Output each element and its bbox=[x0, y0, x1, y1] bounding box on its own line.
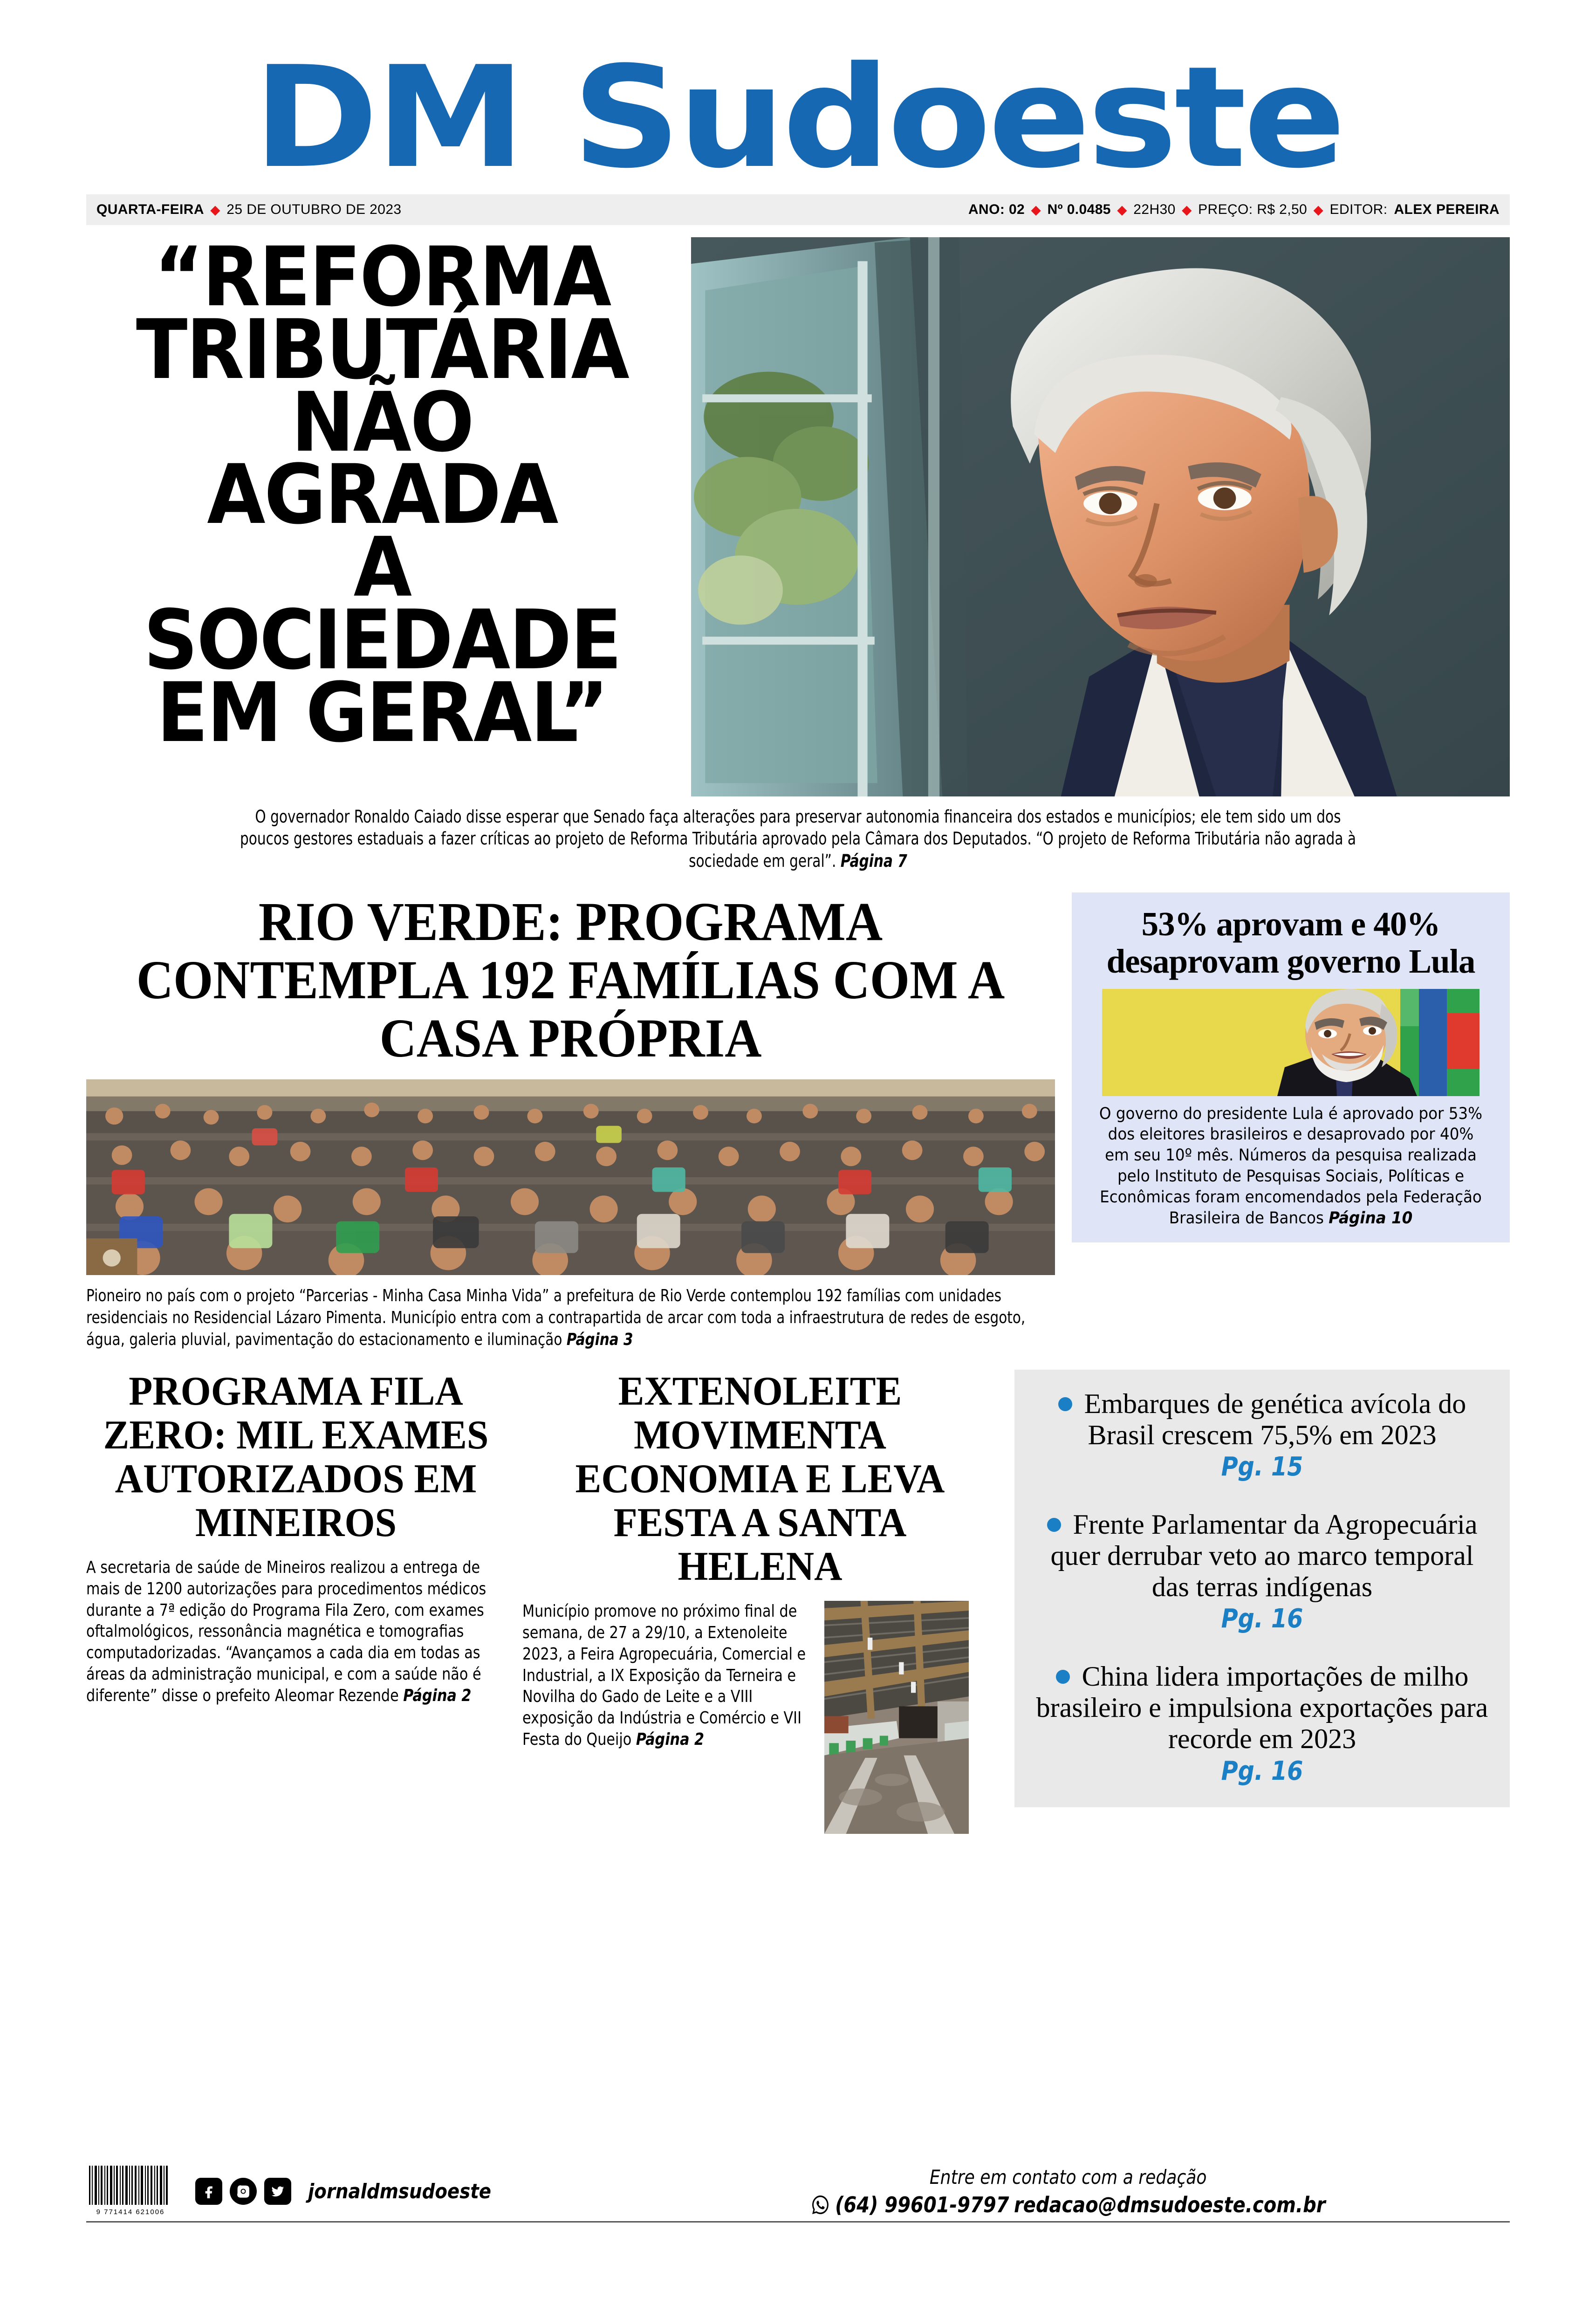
rio-verde-headline[interactable]: RIO VERDE: PROGRAMA CONTEMPLA 192 FAMÍLIAS COM A CASA PRÓPRIA bbox=[136, 891, 1005, 1069]
lead-summary-text: O governador Ronaldo Caiado disse esperar que Senado faça alterações para preservar autonomia financeira dos estados e municípios; ele tem sido um dos poucos gestores estaduais a fazer críticas ao projeto de Reforma Tributária aprovado pela Câmara dos Deputados. “O projeto de Reforma Tributária não agrada à sociedade em geral”. bbox=[240, 807, 1356, 871]
diamond-separator-icon: ◆ bbox=[1031, 203, 1041, 217]
social-links[interactable] bbox=[195, 2178, 516, 2205]
extenoleite-page-ref[interactable]: Página 2 bbox=[636, 1729, 705, 1749]
bullet-dot-icon bbox=[1047, 1518, 1061, 1532]
diamond-separator-icon: ◆ bbox=[1117, 203, 1127, 217]
twitter-icon[interactable] bbox=[264, 2178, 291, 2205]
contact-details[interactable] bbox=[684, 2192, 1452, 2217]
brief-text: China lidera importações de milho brasileiro e impulsiona exportações para recorde em 2023 bbox=[1036, 1661, 1488, 1755]
fila-zero-story[interactable] bbox=[86, 1370, 506, 1707]
extenoleite-text: Município promove no próximo final de semana, de 27 a 29/10, a Extenoleite 2023, a Feira Agropecuária, Comercial e Industrial, a IX Exposição da Terneira e Novilha do Gado de Leite e a VIII exposição da Indústria e Comércio e VII Festa do Queijo bbox=[522, 1602, 806, 1749]
lead-page-ref[interactable]: Página 7 bbox=[840, 851, 907, 871]
masthead bbox=[0, 0, 1596, 225]
brief-item[interactable] bbox=[1030, 1509, 1494, 1634]
logo-part-sudoeste: Sudoeste bbox=[572, 36, 1343, 199]
barcode bbox=[86, 2164, 175, 2219]
facebook-icon[interactable] bbox=[195, 2178, 222, 2205]
rio-verde-caption bbox=[86, 1285, 1055, 1351]
lula-headline[interactable]: 53% aprovam e 40% desaprovam governo Lula bbox=[1106, 905, 1475, 981]
brief-text: Frente Parlamentar da Agropecuária quer derrubar veto ao marco temporal das terras indígenas bbox=[1050, 1509, 1478, 1603]
contact-heading: Entre em contato com a redação bbox=[929, 2165, 1207, 2189]
extenoleite-story[interactable] bbox=[522, 1370, 998, 1834]
mid-section bbox=[86, 892, 1510, 1351]
date-label: 25 DE OUTUBRO DE 2023 bbox=[226, 202, 402, 217]
newspaper-logo bbox=[29, 36, 1567, 199]
rio-verde-story[interactable] bbox=[86, 892, 1055, 1351]
lead-headline[interactable] bbox=[110, 229, 654, 761]
page-footer bbox=[86, 2165, 1510, 2285]
bullet-dot-icon bbox=[1056, 1670, 1070, 1684]
lead-summary bbox=[229, 806, 1368, 872]
fila-zero-page-ref[interactable]: Página 2 bbox=[403, 1686, 472, 1705]
weekday-label: QUARTA-FEIRA bbox=[96, 202, 204, 217]
diamond-separator-icon: ◆ bbox=[1314, 203, 1323, 217]
barcode-digits: 9 771414 621006 bbox=[96, 2208, 165, 2216]
lead-headline-line: “REFORMA bbox=[154, 229, 610, 325]
cattle-barn-photo bbox=[824, 1601, 969, 1834]
diamond-separator-icon: ◆ bbox=[1182, 203, 1192, 217]
contact-phone[interactable]: (64) 99601-9797 bbox=[835, 2192, 1009, 2217]
lula-page-ref[interactable]: Página 10 bbox=[1329, 1208, 1413, 1228]
auditorium-crowd-photo bbox=[86, 1079, 1055, 1275]
lula-sidebar bbox=[1072, 892, 1510, 1242]
issue-label: Nº 0.0485 bbox=[1047, 202, 1111, 217]
whatsapp-icon bbox=[810, 2194, 830, 2216]
lead-story[interactable] bbox=[86, 229, 1510, 796]
social-handle[interactable]: jornaldmsudoeste bbox=[308, 2179, 492, 2203]
logo-part-dm: DM bbox=[253, 36, 523, 199]
bottom-section bbox=[86, 1370, 1510, 1834]
brief-text: Embarques de genética avícola do Brasil crescem 75,5% em 2023 bbox=[1084, 1388, 1466, 1450]
brief-page-ref[interactable]: Pg. 16 bbox=[1221, 1604, 1303, 1634]
time-label: 22H30 bbox=[1133, 202, 1176, 217]
lula-body-text bbox=[1098, 1104, 1483, 1229]
lead-headline-line: TRIBUTÁRIA bbox=[136, 302, 629, 398]
price-label: PREÇO: R$ 2,50 bbox=[1198, 202, 1308, 217]
brief-item[interactable] bbox=[1030, 1388, 1494, 1482]
extenoleite-body bbox=[522, 1601, 816, 1750]
briefs-sidebar bbox=[1014, 1370, 1510, 1808]
fila-zero-text: A secretaria de saúde de Mineiros realizou a entrega de mais de 1200 autorizações para procedimentos médicos durante a 7ª edição do Programa Fila Zero, com exames oftalmológicos, ressonância magnética e tomografias computadorizadas. “Avançamos a cada dia em todas as áreas da administração municipal, e com a saúde não é diferente” disse o prefeito Aleomar Rezende bbox=[86, 1558, 486, 1705]
extenoleite-headline[interactable]: EXTENOLEITE MOVIMENTA ECONOMIA E LEVA FESTA A SANTA HELENA bbox=[575, 1368, 945, 1590]
briefs-box bbox=[1014, 1370, 1510, 1808]
governor-caiado-photo bbox=[691, 237, 1510, 796]
instagram-icon[interactable] bbox=[230, 2178, 257, 2205]
brief-page-ref[interactable]: Pg. 15 bbox=[1221, 1452, 1303, 1482]
brief-item[interactable] bbox=[1030, 1661, 1494, 1786]
editor-name: ALEX PEREIRA bbox=[1394, 202, 1500, 217]
bullet-dot-icon bbox=[1058, 1397, 1072, 1411]
lead-headline-line: NÃO AGRADA bbox=[207, 374, 557, 543]
fila-zero-headline[interactable]: PROGRAMA FILA ZERO: MIL EXAMES AUTORIZADOS EM MINEIROS bbox=[103, 1368, 489, 1546]
fila-zero-body bbox=[86, 1557, 506, 1706]
lula-approval-box[interactable] bbox=[1072, 892, 1510, 1242]
lula-text-content: O governo do presidente Lula é aprovado por 53% dos eleitores brasileiros e desaprovado por 40% em seu 10º mês. Números da pesquisa realizada pelo Instituto de Pesquisas Sociais, Políticas e Econômicas foram encomendados pela Federação Brasileira de Bancos bbox=[1099, 1104, 1483, 1228]
rio-verde-page-ref[interactable]: Página 3 bbox=[566, 1330, 633, 1349]
diamond-separator-icon: ◆ bbox=[210, 203, 220, 217]
lead-headline-line: EM GERAL” bbox=[157, 665, 608, 761]
president-lula-photo bbox=[1102, 989, 1480, 1096]
rio-verde-caption-text: Pioneiro no país com o projeto “Parcerias - Minha Casa Minha Vida” a prefeitura de Rio Verde contemplou 192 famílias com unidades residenciais no Residencial Lázaro Pimenta. Município entra com a contrapartida de arcar com toda a infraestrutura de redes de esgoto, água, galeria pluvial, pavimentação do estacionamento e iluminação bbox=[86, 1286, 1026, 1349]
lead-headline-line: A SOCIEDADE bbox=[144, 520, 621, 688]
contact-block bbox=[626, 2166, 1510, 2217]
year-label: ANO: 02 bbox=[968, 202, 1025, 217]
contact-email[interactable]: redacao@dmsudoeste.com.br bbox=[1014, 2192, 1326, 2217]
editor-label: EDITOR: bbox=[1329, 202, 1388, 217]
brief-page-ref[interactable]: Pg. 16 bbox=[1221, 1756, 1303, 1786]
